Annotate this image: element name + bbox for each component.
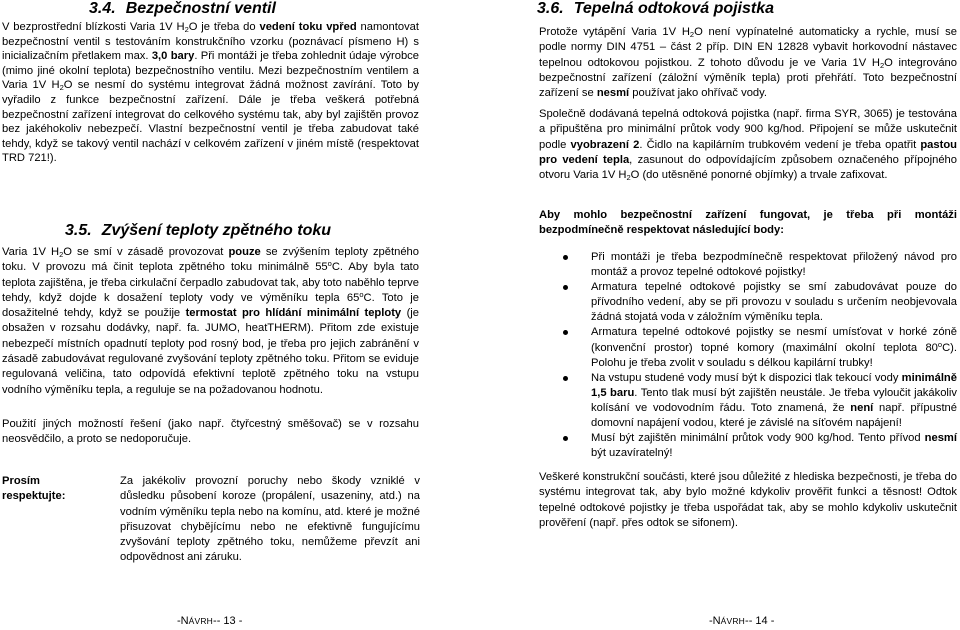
section-3-4-heading: 3.4. Bezpečnostní ventil bbox=[89, 0, 276, 17]
section-3-5-paragraph-2: Použití jiných možností řešení (jako např. čtyřcestný směšovač) se v rozsahu neosvědčilo, a proto se nedoporučuje. bbox=[2, 418, 419, 446]
section-3-6-heading: 3.6. Tepelná odtoková pojistka bbox=[537, 0, 775, 17]
note-label: Prosím respektujte: bbox=[2, 475, 66, 503]
list-item: Armatura tepelné odtokové pojistky se smí zabudovávat pouze do přívodního vedení, aby se při provozu v souladu s určením neobjevovala žádná stojatá voda v záložním výměníku tepla. bbox=[539, 280, 957, 325]
requirements-list bbox=[539, 250, 957, 461]
list-item: Na vstupu studené vody musí být k dispozici tlak tekoucí vody minimálně 1,5 baru. Tento tlak musí být zajištěn neustále. Je třeba vyloučit jakákoliv kolísání ve vodovodním řádu. Toto znamená, že není např. přípustné domovní napájení vodou, které je závislé na síťovém napájení! bbox=[539, 371, 957, 431]
section-3-4-title: Bezpečnostní ventil bbox=[125, 0, 276, 17]
list-item: Musí být zajištěn minimální průtok vody 900 kg/hod. Tento přívod nesmí být uzavíratelný! bbox=[539, 431, 957, 461]
list-item: Při montáži je třeba bezpodmínečně respektovat přiložený návod pro montáž a provoz tepelné odtokové pojistky! bbox=[539, 250, 957, 280]
section-3-6-paragraph-2: Společně dodávaná tepelná odtoková pojistka (např. firma SYR, 3065) je testována a připuštěna pro minimální průtok vody 900 kg/hod. Připojení se může uskutečnit podle vyobrazení 2. Čidlo na kapilárním trubkovém vedení je třeba opatřit pastou pro vedení tepla, zasunout do odpovídajícím způsobem označeného přípojného otvoru Varia 1V $H_2O$ (do utěsněné ponorné objímky) a trvale zafixovat. bbox=[539, 108, 958, 183]
page-number-13: -NÁVRH-- 13 - bbox=[177, 615, 243, 627]
section-3-6-instructions: Aby mohlo bezpečnostní zařízení fungovat, je třeba při montáži bezpodmínečně respektovat následující body: bbox=[539, 209, 957, 237]
section-3-6-paragraph-4: Veškeré konstrukční součásti, které jsou důležité z hlediska bezpečnosti, je třeba do systému integrovat tak, aby bylo možné kdykoliv prověřit funkci a těsnost! Odtok tepelné odtokové pojistky je třeba uspořádat tak, aby se mohlo kdykoliv uskutečnit prověření (např. přes odtok se sifonem). bbox=[539, 471, 957, 529]
note-text: Za jakékoliv provozní poruchy nebo škody vzniklé v důsledku působení koroze (propálení, usazeniny, atd.) na vodním výměníku tepla nebo na komínu, atd. které je možné přisuzovat chybějícímu nebo ne efektivně fungujícímu zvyšování teploty zpětného toku, nemůžeme převzít ani odpovědnost ani záruku. bbox=[120, 475, 420, 564]
page-number-14: -NÁVRH-- 14 - bbox=[709, 615, 775, 627]
list-item: Armatura tepelné odtokové pojistky se nesmí umísťovat v horké zóně (konvenční prostor) topné komory (maximální okolní teplota 80$^o$C). Polohu je třeba zvolit v souladu s délkou kapilární trubky! bbox=[539, 325, 957, 370]
section-3-5-title: Zvýšení teploty zpětného toku bbox=[101, 222, 332, 239]
section-3-4-paragraph: V bezprostřední blízkosti Varia 1V $H_2O$ je třeba do vedení toku vpřed namontovat bezpečnostní ventil s testováním konstrukčního vzorku (poznávací písmeno H) s inicializačním přetlakem max. 3,0 bary. Při montáži je třeba zohlednit údaje výrobce (mimo jiné okolní teplota) bezpečnostního ventilu. Mezi bezpečnostním ventilem a Varia 1V $H_2O$ se nesmí do systému integrovat žádná možnost zavírání. Toto by vyřadilo z funkce bezpečnostní zařízení. Dále je třeba veškerá potřebná bezpečnostní zařízení integrovat do celkového systému tak, aby byl zajištěn provoz bez jakéhokoliv nebezpečí. Vlastní bezpečnostní ventil je třeba zabudovat také tehdy, když se takový ventil nachází v celkovém zařízení v jiném místě (respektovat TRD 721!). bbox=[2, 21, 420, 165]
section-3-5-heading: 3.5. Zvýšení teploty zpětného toku bbox=[65, 222, 332, 239]
section-3-6-title: Tepelná odtoková pojistka bbox=[573, 0, 775, 17]
section-3-6-paragraph: Protože vytápění Varia 1V $H_2O$ není vypínatelné automaticky a rychle, musí se podle normy DIN 4751 – část 2 příp. DIN EN 12828 vybavit horkovodní nástavec tepelnou odtokovou pojistkou. Z tohoto důvodu je ve Varia 1V $H_2O$ integrováno bezpečnostní zařízení (záložní výměník tepla) proti přehřátí. Toto bezpečnostní zařízení se nesmí používat jako ohřívač vody. bbox=[539, 26, 957, 100]
section-3-5-paragraph: Varia 1V $H_2O$ se smí v zásadě provozovat pouze se zvýšením teploty zpětného toku. V provozu má činit teplota zpětného toku minimálně 55$^o$C. Aby byla tato teplota zajištěna, je třeba cirkulační čerpadlo zabudovat tak, aby toto naběhlo teprve tehdy, když dojde k dosažení teploty vody ve výměníku tepla 65$^o$C. Toto je dosažitelné tehdy, když se použije termostat pro hlídání minimální teploty (je obsažen v rozsahu dodávky, např. fa. JUMO, heatTHERM). Přitom zde existuje nebezpečí místních opadnutí teploty pod rosný bod, je třeba pro jejich zabránění v zásadě zabudovávat regulované zvyšování teploty zpětného toku. Přitom se eviduje regulovaná veličina, tato odpovídá efektivní teplotě zpětného toku na vstupu vodního výměníku tepla, a reguluje se na požadovanou hodnotu. bbox=[2, 246, 420, 396]
